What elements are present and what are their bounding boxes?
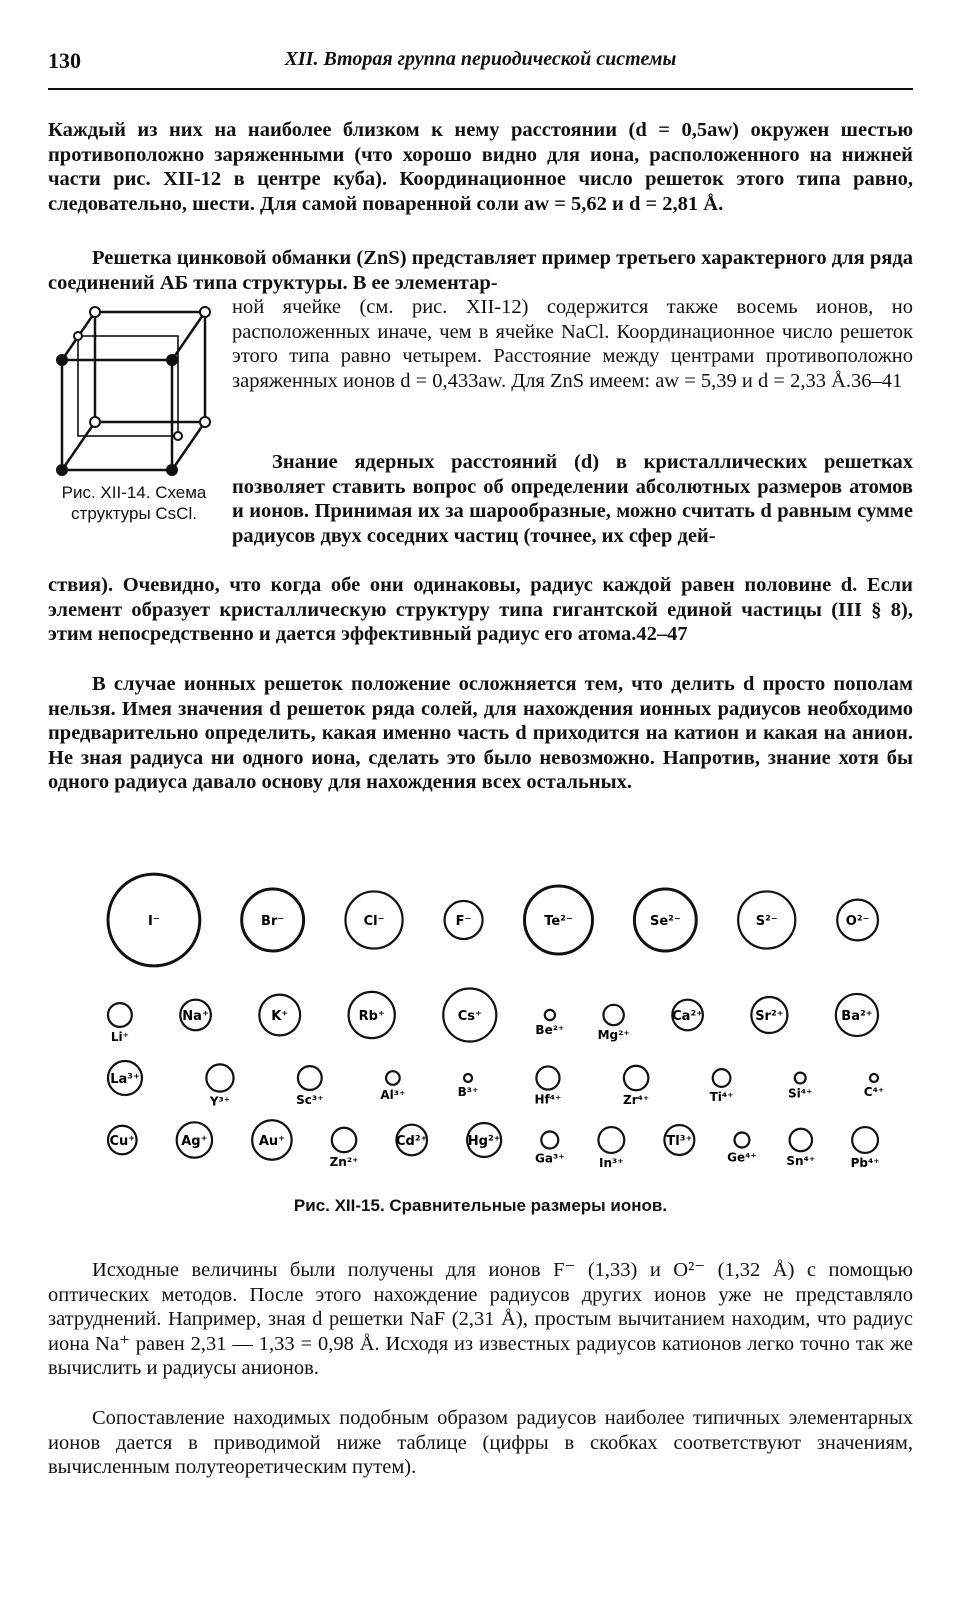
ion-label: Ga³⁺ xyxy=(535,1151,565,1166)
ion-label: Cd²⁺ xyxy=(396,1134,428,1149)
ion-label: Al³⁺ xyxy=(380,1087,406,1102)
ion-label: Hg²⁺ xyxy=(467,1134,501,1149)
ion-label: Zr⁴⁺ xyxy=(623,1093,650,1108)
ion-label: Se²⁻ xyxy=(649,914,681,929)
ion-label: F⁻ xyxy=(455,914,472,929)
ion-label: O²⁻ xyxy=(845,914,870,929)
ion-circle xyxy=(206,1064,233,1091)
ion-circle xyxy=(790,1129,812,1151)
ion-label: Ti⁴⁺ xyxy=(709,1089,734,1104)
ion-circle xyxy=(536,1066,559,1089)
ion-label: In³⁺ xyxy=(599,1155,624,1170)
ion-label: Zn²⁺ xyxy=(329,1155,359,1170)
ion-label: Sc³⁺ xyxy=(296,1092,324,1107)
page-number: 130 xyxy=(48,48,81,73)
ion-circle xyxy=(795,1073,806,1084)
ion-label: Ge⁴⁺ xyxy=(727,1150,757,1165)
ion-label: C⁴⁺ xyxy=(863,1085,885,1099)
ion-circle xyxy=(713,1069,731,1087)
ion-circle xyxy=(332,1128,356,1152)
ion-circle xyxy=(464,1074,472,1082)
ion-label: La³⁺ xyxy=(110,1072,140,1087)
ion-label: Ba²⁺ xyxy=(841,1009,873,1024)
paragraph-3-rest: ствия). Очевидно, что когда обе они одинаковы, радиус каждой равен половине d. Если элемент образует кристаллическую структуру типа гигантской единой частицы (III § 8), этим непосредственно и дается эффективный радиус его атома.42–47 xyxy=(48,574,913,646)
ion-label: Cu⁺ xyxy=(109,1134,136,1149)
ion-circle xyxy=(734,1133,749,1148)
ion-circle xyxy=(108,1003,132,1027)
page-header xyxy=(48,48,913,90)
ion-circle xyxy=(624,1066,648,1090)
ion-circle xyxy=(298,1066,322,1090)
ion-label: Cs⁺ xyxy=(457,1009,482,1024)
figure-14-caption: Рис. XII-14. Схема структуры CsCl. xyxy=(61,483,207,523)
ion-label: Li⁺ xyxy=(110,1029,129,1044)
ion-label: Y³⁺ xyxy=(209,1094,231,1109)
ion-label: Te²⁻ xyxy=(544,914,573,929)
figure-15-caption: Рис. XII-15. Сравнительные размеры ионов. xyxy=(293,1196,668,1215)
ion-circle xyxy=(870,1074,878,1082)
ion-label: Rb⁺ xyxy=(358,1009,385,1024)
ion-label: Au⁺ xyxy=(258,1134,286,1149)
cscl-structure-figure xyxy=(50,300,220,480)
ion-label: Ag⁺ xyxy=(181,1134,208,1149)
ion-label: Si⁴⁺ xyxy=(788,1086,813,1101)
paragraph-2-wrap: ной ячейке (см. рис. XII-12) содержится также восемь ионов, но расположенных иначе, чем в ячейке NaCl. Координационное число решеток этого типа равно четырем. Расстояние между центрами противоположно заряженных ионов d = 0,433aw. Для ZnS имеем: aw = 5,39 и d = 2,33 Å.36–41 xyxy=(232,296,913,392)
ion-label: Tl³⁺ xyxy=(666,1134,693,1149)
ion-circle xyxy=(541,1132,558,1149)
ion-label: Be²⁺ xyxy=(535,1023,565,1038)
running-title: XII. Вторая группа периодической системы xyxy=(284,48,677,70)
ion-label: Sr²⁺ xyxy=(755,1009,784,1024)
ion-label: B³⁺ xyxy=(457,1085,479,1099)
ion-label: Pb⁴⁺ xyxy=(850,1155,880,1170)
paragraph-6: Сопоставление находимых подобным образом радиусов наиболее типичных элементарных ионов дается в приводимой ниже таблице (цифры в скобках соответствуют значениям, вычисленным полутеоретическим путем). xyxy=(48,1407,913,1479)
ion-circle xyxy=(598,1127,624,1153)
ion-label: Ca²⁺ xyxy=(672,1009,704,1024)
paragraph-2-top: Решетка цинковой обманки (ZnS) представляет пример третьего характерного для ряда соединений АБ типа структуры. В ее элементар- xyxy=(48,247,913,294)
ion-circle xyxy=(386,1071,400,1085)
ion-label: I⁻ xyxy=(148,914,160,929)
ion-circle xyxy=(603,1005,623,1025)
ion-label: Hf⁴⁺ xyxy=(534,1092,562,1107)
ion-label: Cl⁻ xyxy=(363,914,385,929)
paragraph-5: Исходные величины были получены для ионов F⁻ (1,33) и O²⁻ (1,32 Å) с помощью оптических методов. После этого нахождение радиусов других ионов уже не представляло затруднений. Например, зная d решетки NaF (2,31 Å), простым вычитанием находим, что радиус иона Na⁺ равен 2,31 — 1,33 = 0,98 Å. Исходя из известных радиусов катионов легко точно так же вычислить и радиусы анионов. xyxy=(48,1259,913,1380)
paragraph-3-wrap: Знание ядерных расстояний (d) в кристаллических решетках позволяет ставить вопрос об определении абсолютных размеров атомов и ионов. Принимая их за шарообразные, можно считать d равным сумме радиусов двух соседних частиц (точнее, их сфер дей- xyxy=(232,451,913,547)
ion-label: Br⁻ xyxy=(261,914,285,929)
paragraph-1: Каждый из них на наиболее близком к нему расстоянии (d = 0,5aw) окружен шестью противоположно заряженными (что хорошо видно для иона, расположенного на нижней части рис. XII-12 в центре куба). Координационное число решеток этого типа равно, следовательно, шести. Для самой поваренной соли aw = 5,62 и d = 2,81 Å. xyxy=(48,119,913,215)
ion-label: S²⁻ xyxy=(755,914,778,929)
ion-label: Mg²⁺ xyxy=(597,1028,630,1043)
ion-sizes-figure xyxy=(108,870,885,1190)
ion-label: Sn⁴⁺ xyxy=(786,1154,816,1169)
ion-label: K⁺ xyxy=(271,1009,289,1024)
ion-circle xyxy=(545,1010,555,1020)
ion-label: Na⁺ xyxy=(182,1009,209,1024)
ion-circle xyxy=(852,1127,878,1153)
paragraph-4: В случае ионных решеток положение осложняется тем, что делить d просто пополам нельзя. Имея значения d решеток ряда солей, для нахождения ионных радиусов необходимо предварительно определить, какая именно часть d приходится на катион и какая на анион. Не зная радиуса ни одного иона, сделать это было невозможно. Напротив, знание хотя бы одного радиуса давало основу для нахождения всех остальных. xyxy=(48,673,913,794)
